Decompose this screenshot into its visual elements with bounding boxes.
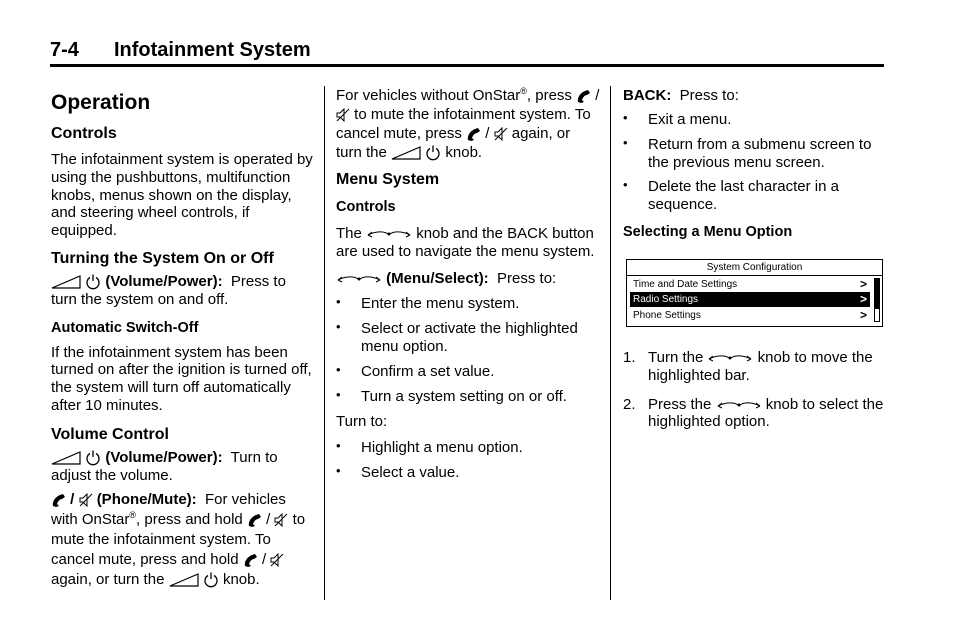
slash: / <box>70 491 75 509</box>
mute-icon <box>270 553 284 567</box>
column-3 <box>623 86 885 431</box>
press-list <box>336 295 600 405</box>
intro-text: knob. <box>445 144 483 161</box>
menu-system-heading: Menu System <box>336 171 440 188</box>
chevron-right-icon: > <box>859 307 867 322</box>
back-list <box>623 111 885 214</box>
intro-text: again, or turn the <box>336 125 571 161</box>
list-item: • Turn a system setting on or off. <box>336 386 567 405</box>
intro-text: to mute the infotainment system. To cancel mute, press <box>336 106 591 142</box>
list-item: • Return from a submenu screen to the previous menu screen. <box>623 134 872 171</box>
phone-icon <box>576 89 591 104</box>
auto-switch-off-heading: Automatic Switch-Off <box>51 319 199 336</box>
controls-subheading: Controls <box>336 199 396 215</box>
list-item: 1. Turn the knob to move the highlighted bar. <box>623 348 873 384</box>
column-divider-2 <box>610 86 611 600</box>
volume-wedge-icon <box>51 451 81 465</box>
section-title: Infotainment System <box>114 39 311 61</box>
phone-text: knob. <box>222 571 260 589</box>
column-1 <box>51 86 313 590</box>
menu-knob-icon <box>336 274 382 284</box>
chevron-right-icon: > <box>859 276 867 291</box>
back-text: Press to: <box>679 87 739 104</box>
screen-title: System Configuration <box>627 260 882 276</box>
slash: / <box>266 511 271 529</box>
controls-text: The <box>336 225 362 242</box>
controls-text: knob and the BACK button are used to navigate the menu system. <box>336 225 595 260</box>
mute-icon <box>336 108 350 122</box>
volume-text: Turn to adjust the volume. <box>51 448 278 484</box>
slash: / <box>261 551 267 569</box>
menu-screen <box>626 259 883 327</box>
volume-control-heading: Volume Control <box>51 425 169 443</box>
screen-row-selected[interactable]: Radio Settings > <box>630 292 870 307</box>
power-icon <box>425 145 441 161</box>
controls-heading: Controls <box>51 125 117 142</box>
volume-wedge-icon <box>51 275 81 289</box>
menu-knob-icon <box>366 229 412 239</box>
list-item: • Confirm a set value. <box>336 361 495 380</box>
phone-icon <box>243 553 258 568</box>
page-number: 7-4 <box>50 39 79 61</box>
column-divider-1 <box>324 86 325 600</box>
phone-icon <box>51 493 66 508</box>
controls-text: The infotainment system is operated by using the pushbuttons, multifunction knobs, menus shown on the display, and steering wheel controls, if equipped. <box>51 151 313 240</box>
power-icon <box>85 450 101 466</box>
phone-icon <box>247 513 262 528</box>
slash: / <box>595 87 600 104</box>
volume-power-label: (Volume/Power): <box>105 272 223 290</box>
volume-power-label-2: (Volume/Power): <box>105 448 223 466</box>
mute-icon <box>274 513 288 527</box>
slash: / <box>485 125 490 142</box>
phone-text: to mute the infotainment system. To cancel mute, press and hold <box>51 511 306 569</box>
power-icon <box>85 274 101 290</box>
list-item: • Exit a menu. <box>623 110 732 128</box>
auto-switch-off-text: If the infotainment system has been turned on after the ignition is turned off, the system will turn off automatically after 10 minutes. <box>51 343 312 414</box>
list-item: • Delete the last character in a sequence. <box>623 177 839 214</box>
steps-list <box>623 349 885 431</box>
column-2 <box>336 86 600 482</box>
page-header <box>50 38 884 68</box>
turning-heading: Turning the System On or Off <box>51 249 274 267</box>
screen-row[interactable]: Time and Date Settings > <box>633 276 867 291</box>
volume-wedge-icon <box>391 146 421 160</box>
list-item: • Enter the menu system. <box>336 294 520 313</box>
list-item: 2. Press the knob to select the highlighted option. <box>623 395 884 431</box>
menu-knob-icon <box>707 353 753 363</box>
mute-icon <box>494 127 508 141</box>
phone-text: For vehicles with OnStar <box>51 491 286 529</box>
back-label: BACK: <box>623 87 672 104</box>
turn-list <box>336 439 600 482</box>
phone-text: , press and hold <box>136 511 243 529</box>
registered-mark: ® <box>129 510 137 521</box>
intro-text: For vehicles without OnStar <box>336 87 521 104</box>
turn-to-text: Turn to: <box>336 413 388 431</box>
chevron-right-icon: > <box>859 291 867 306</box>
turning-text: Press to turn the system on and off. <box>51 272 286 308</box>
menu-select-label: (Menu/Select): <box>386 269 489 287</box>
intro-text: , press <box>526 87 572 104</box>
scroll-thumb[interactable] <box>875 279 879 309</box>
list-item: • Select or activate the highlighted menu option. <box>336 319 578 355</box>
menu-knob-icon <box>716 400 762 410</box>
header-rule <box>50 64 884 67</box>
volume-wedge-icon <box>169 573 199 587</box>
registered-mark: ® <box>520 86 527 96</box>
menu-select-text: Press to: <box>497 269 557 287</box>
phone-text: again, or turn the <box>51 571 165 589</box>
mute-icon <box>79 493 93 507</box>
list-item: • Select a value. <box>336 462 460 481</box>
operation-heading: Operation <box>51 91 151 114</box>
power-icon <box>203 572 219 588</box>
screen-row[interactable]: Phone Settings > <box>633 307 867 322</box>
list-item: • Highlight a menu option. <box>336 438 523 457</box>
phone-mute-label: (Phone/Mute): <box>96 491 197 509</box>
phone-icon <box>466 127 481 142</box>
selecting-heading: Selecting a Menu Option <box>623 223 793 240</box>
